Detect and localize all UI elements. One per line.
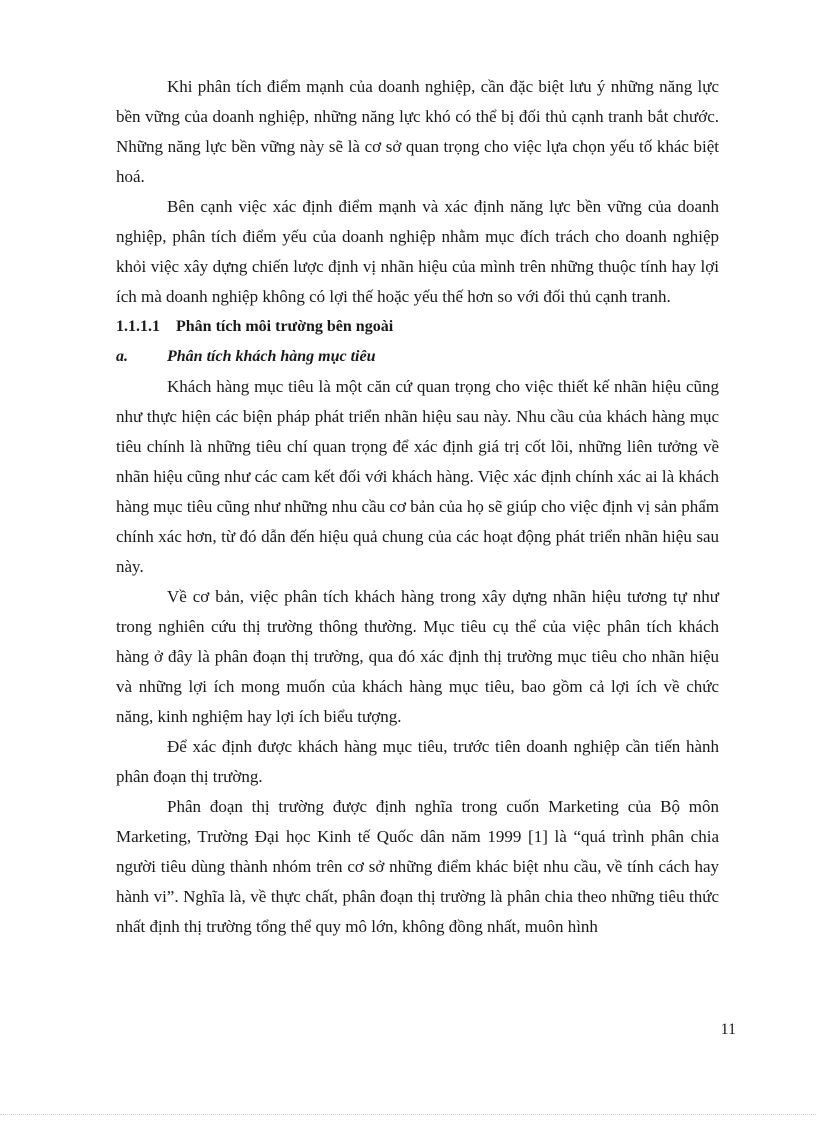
section-number: 1.1.1.1 [116,318,160,335]
subsection-title: Phân tích khách hàng mục tiêu [167,348,376,365]
subsection-heading [116,342,719,372]
section-title: Phân tích môi trường bên ngoài [176,318,394,335]
page-content [116,72,719,942]
paragraph-segmentation-definition: Phân đoạn thị trường được định nghĩa trong cuốn Marketing của Bộ môn Marketing, Trường Đại học Kinh tế Quốc dân năm 1999 [1] là “quá trình phân chia người tiêu dùng thành nhóm trên cơ sở những điểm khác biệt nhu cầu, về tính cách hay hành vi”. Nghĩa là, về thực chất, phân đoạn thị trường là phân chia theo những tiêu thức nhất định thị trường tổng thể quy mô lớn, không đồng nhất, muôn hình [116,797,719,936]
page-bottom-divider [0,1114,816,1115]
paragraph-customer-analysis: Về cơ bản, việc phân tích khách hàng trong xây dựng nhãn hiệu tương tự như trong nghiên cứu thị trường thông thường. Mục tiêu cụ thể của việc phân tích khách hàng ở đây là phân đoạn thị trường, qua đó xác định thị trường mục tiêu cho nhãn hiệu và những lợi ích mong muốn của khách hàng mục tiêu, bao gồm cả lợi ích về chức năng, kinh nghiệm hay lợi ích biểu tượng. [116,587,719,726]
paragraph-strengths: Khi phân tích điểm mạnh của doanh nghiệp, cần đặc biệt lưu ý những năng lực bền vững của doanh nghiệp, những năng lực khó có thể bị đối thủ cạnh tranh bắt chước. Những năng lực bền vững này sẽ là cơ sở quan trọng cho việc lựa chọn yếu tố khác biệt hoá. [116,77,719,186]
subsection-label: a. [116,348,128,365]
paragraph-weaknesses: Bên cạnh việc xác định điểm mạnh và xác định năng lực bền vững của doanh nghiệp, phân tích điểm yếu của doanh nghiệp nhằm mục đích trách cho doanh nghiệp khỏi việc xây dựng chiến lược định vị nhãn hiệu của mình trên những thuộc tính hay lợi ích mà doanh nghiệp không có lợi thế hoặc yếu thế hơn so với đối thủ cạnh tranh. [116,197,719,306]
section-heading [116,312,719,342]
paragraph-segmentation-intro: Để xác định được khách hàng mục tiêu, trước tiên doanh nghiệp cần tiến hành phân đoạn thị trường. [116,737,719,786]
page-number: 11 [720,1021,736,1038]
paragraph-target-customers: Khách hàng mục tiêu là một căn cứ quan trọng cho việc thiết kế nhãn hiệu cũng như thực hiện các biện pháp phát triển nhãn hiệu sau này. Nhu cầu của khách hàng mục tiêu chính là những tiêu chí quan trọng để xác định giá trị cốt lõi, những liên tưởng về nhãn hiệu cũng như các cam kết đối với khách hàng. Việc xác định chính xác ai là khách hàng mục tiêu cũng như những nhu cầu cơ bản của họ sẽ giúp cho việc định vị sản phẩm chính xác hơn, từ đó dẫn đến hiệu quả chung của các hoạt động phát triển nhãn hiệu sau này. [116,377,719,576]
